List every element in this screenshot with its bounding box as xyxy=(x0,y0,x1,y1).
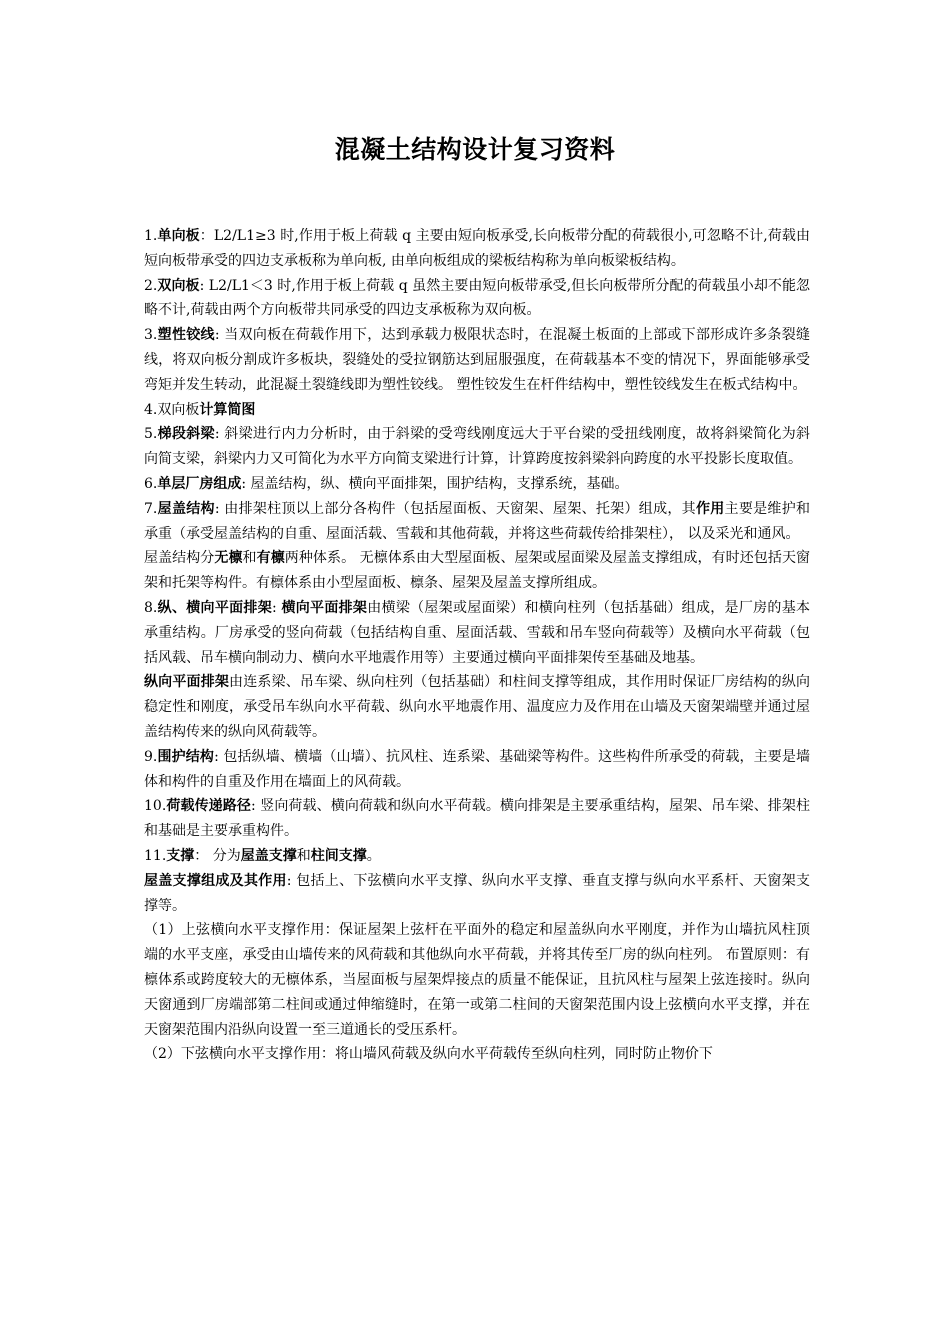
paragraph-text: 主要是维护和承重（承受屋盖结构的自重、屋面活载、雪载和其他荷载，并将这些荷载传给排架柱）， 以及采光和通风。 xyxy=(144,500,811,542)
paragraph-text: : 竖向荷载、横向荷载和纵向水平荷载。横向排架是主要承重结构，屋架、吊车梁、排架柱和基础是主要承重构件。 xyxy=(144,798,811,840)
paragraph-text: 由连系梁、吊车梁、纵向柱列（包括基础）和柱间支撑等组成，其作用时保证厂房结构的纵向稳定性和刚度，承受吊车纵向水平荷载、纵向水平地震作用、温度应力及作用在山墙及天窗架端壁并通过屋盖结构传来的纵向风荷载等。 xyxy=(144,674,811,740)
paragraph xyxy=(144,596,810,670)
paragraph xyxy=(144,398,810,423)
bold-term: 纵、横向平面排架 xyxy=(157,599,272,616)
bold-term: 屋盖支撑组成及其作用 xyxy=(144,872,287,889)
paragraph xyxy=(144,224,810,274)
paragraph xyxy=(144,323,810,397)
document-body xyxy=(144,224,810,1067)
paragraph xyxy=(144,670,810,744)
bold-term: 双向板 xyxy=(157,277,200,294)
paragraph-text: 屋盖结构分 xyxy=(144,550,215,567)
paragraph-text: : 包括纵墙、横墙（山墙）、抗风柱、连系梁、基础梁等构件。这些构件所承受的荷载，主要是墙体和构件的自重及作用在墙面上的风荷载。 xyxy=(144,748,811,790)
paragraph-text: 由横梁（屋架或屋面梁）和横向柱列（包括基础）组成，是厂房的基本承重结构。厂房承受的竖向荷载（包括结构自重、屋面活载、雪载和吊车竖向荷载等）及横向水平荷载（包括风载、吊车横向制动力、横向水平地震作用等）主要通过横向平面排架传至基础及地基。 xyxy=(144,599,811,666)
bold-term: 单向板 xyxy=(157,228,200,244)
paragraph-text: 9. xyxy=(144,748,158,765)
paragraph-text: : 当双向板在荷载作用下，达到承载力极限状态时，在混凝土板面的上部或下部形成许多条裂缝线，将双向板分割成许多板块，裂缝处的受拉钢筋达到屈服强度，在荷载基本不变的情况下，界面能够承受弯矩并发生转动，此混凝土裂缝线即为塑性铰线。 塑性铰发生在杆件结构中，塑性铰线发生在板式结构中。 xyxy=(144,327,810,393)
paragraph xyxy=(144,918,810,1042)
paragraph xyxy=(144,497,810,547)
paragraph-text: （2）下弦横向水平支撑作用：将山墙风荷载及纵向水平荷载传至纵向柱列，同时防止物价下 xyxy=(144,1046,713,1063)
bold-term: 荷载传递路径 xyxy=(166,798,251,815)
paragraph-text: 7. xyxy=(144,500,158,517)
paragraph xyxy=(144,274,810,324)
paragraph-text: 2. xyxy=(144,277,158,294)
paragraph xyxy=(144,472,810,497)
bold-term: 有檩 xyxy=(256,550,285,567)
bold-term: 柱间支撑 xyxy=(310,847,367,864)
paragraph-text: 和 xyxy=(296,847,311,864)
paragraph-text: : xyxy=(272,599,282,616)
paragraph-text: 3. xyxy=(144,327,158,344)
paragraph-text: 5. xyxy=(144,426,158,443)
paragraph xyxy=(144,869,810,919)
bold-term: 计算简图 xyxy=(199,401,256,418)
paragraph-text: 8. xyxy=(144,599,158,616)
bold-term: 围护结构 xyxy=(157,748,215,765)
paragraph-text: 6. xyxy=(144,475,158,492)
paragraph-text: （1）上弦横向水平支撑作用：保证屋架上弦杆在平面外的稳定和屋盖纵向水平刚度，并作为山墙抗风柱顶端的水平支座，承受由山墙传来的风荷载和其他纵向水平荷载，并将其传至厂房的纵向柱列。 布置原则：有檩体系或跨度较大的无檩体系，当屋面板与屋架焊接点的质量不能保证，且抗风柱与屋架上弦连接时。纵向天窗通到厂房端部第二柱间或通过伸缩缝时，在第一或第二柱间的天窗架范围内设上弦横向水平支撑，并在天窗架范围内沿纵向设置一至三道通长的受压系杆。 xyxy=(144,922,810,1038)
paragraph-text: : 屋盖结构，纵、横向平面排架，围护结构，支撑系统，基础。 xyxy=(241,475,629,492)
bold-term: 无檩 xyxy=(214,550,243,567)
paragraph-text: : 包括上、下弦横向水平支撑、纵向水平支撑、垂直支撑与纵向水平系杆、天窗架支撑等。 xyxy=(144,872,811,914)
bold-term: 单层厂房组成 xyxy=(157,475,242,492)
paragraph-text: 。 xyxy=(366,847,381,864)
paragraph-text: : L2/L1＜3 时,作用于板上荷载 q 虽然主要由短向板带承受,但长向板带所分配的荷载虽小却不能忽略不计,荷载由两个方向板带共同承受的四边支承板称为双向板。 xyxy=(144,277,810,319)
bold-term: 塑性铰线 xyxy=(157,327,215,344)
paragraph xyxy=(144,1042,810,1067)
paragraph-text: 两种体系。 无檩体系由大型屋面板、屋架或屋面梁及屋盖支撑组成，有时还包括天窗架和托架等构件。有檩体系由小型屋面板、檩条、屋架及屋盖支撑所组成。 xyxy=(144,550,811,592)
paragraph-text: ：L2/L1≥3 时,作用于板上荷载 q 主要由短向板承受,长向板带分配的荷载很小,可忽略不计,荷载由短向板带承受的四边支承板称为单向板, 由单向板组成的梁板结构称为单向板梁板结构。 xyxy=(144,228,811,269)
bold-term: 纵向平面排架 xyxy=(144,674,230,691)
bold-term: 梯段斜梁 xyxy=(157,426,215,443)
document-title: 混凝土结构设计复习资料 xyxy=(334,135,616,164)
bold-term: 横向平面排架 xyxy=(281,599,368,616)
paragraph xyxy=(144,546,810,596)
bold-term: 作用 xyxy=(695,500,725,517)
paragraph-text: 4.双向板 xyxy=(144,401,200,418)
paragraph-text: 和 xyxy=(242,550,257,567)
paragraph xyxy=(144,844,810,869)
paragraph-text: 10. xyxy=(144,798,167,815)
paragraph-text: 1. xyxy=(144,228,158,244)
paragraph xyxy=(144,422,810,472)
paragraph-text: ： 分为 xyxy=(194,847,241,864)
paragraph-text: : 斜梁进行内力分析时，由于斜梁的受弯线刚度远大于平台梁的受扭线刚度，故将斜梁简化为斜向简支梁，斜梁内力又可简化为水平方向简支梁进行计算，计算跨度按斜梁斜向跨度的水平投影长度取值。 xyxy=(144,426,810,468)
bold-term: 支撑 xyxy=(166,847,195,864)
paragraph-text: 11. xyxy=(144,847,167,864)
bold-term: 屋盖支撑 xyxy=(240,847,297,864)
paragraph xyxy=(144,794,810,844)
paragraph xyxy=(144,745,810,795)
bold-term: 屋盖结构 xyxy=(157,500,215,517)
paragraph-text: : 由排架柱顶以上部分各构件（包括屋面板、天窗架、屋架、托架）组成，其 xyxy=(214,500,696,517)
